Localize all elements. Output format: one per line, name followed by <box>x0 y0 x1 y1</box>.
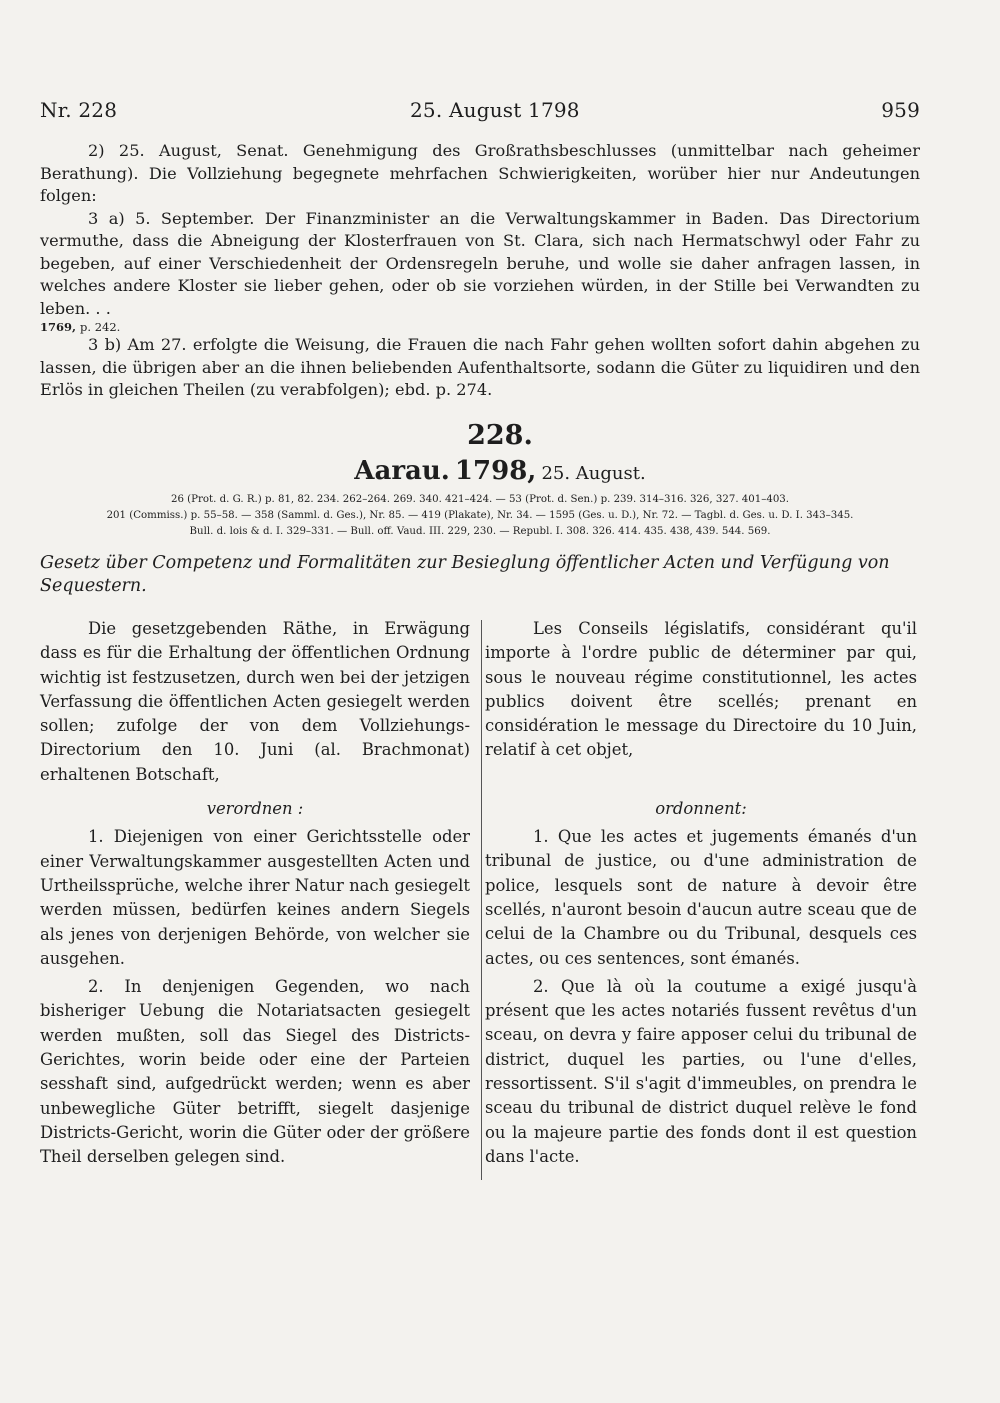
french-article-2: 2. Que là où la coutume a exigé jusqu'à présent que les actes notariés fussent revêtus d'un sceau, on devra y faire apposer celui du tribunal de district, duquel les parties, ou l'une d'elles, ressortissent. S'il s'agit d'immeubles, on prendra le sceau du tribunal de district duquel relève le fond ou la majeure partie des fonds dont il est question dans l'acte. <box>485 976 917 1166</box>
reference-number: 1769, <box>40 320 77 334</box>
reference-page: p. 242. <box>80 320 121 334</box>
french-decree: ordonnent: <box>655 798 747 818</box>
german-article-2: 2. In denjenigen Gegenden, wo nach bisheriger Uebung die Notariatsacten gesiegelt werden mußten, soll das Siegel des Districts-Gerichtes, worin beide oder eine der Parteien sesshaft sind, aufgedrückt werden; wenn es aber unbewegliche Güter betrifft, siegelt dasjenige Districts-Gericht, worin die Güter oder der größere Theil derselben gelegen sind. <box>40 977 470 1167</box>
source-references <box>40 492 920 540</box>
german-preamble: Die gesetzgebenden Räthe, in Erwägung dass es für die Erhaltung der öffentlichen Ordnung wichtig ist festzusetzen, durch wen bei der jetzigen Verfassung die öffentlichen Acten gesiegelt werden sollen; zufolge der von dem Vollziehungs-Directorium den 10. Juni (al. Brachmonat) erhaltenen Botschaft, <box>40 619 470 784</box>
source-line-1: 26 (Prot. d. G. R.) p. 81, 82. 234. 262–264. 269. 340. 421–424. — 53 (Prot. d. Sen.) p. 239. 314–316. 326, 327. 401–403. <box>170 494 790 505</box>
document-number: 228. <box>467 420 533 451</box>
document-place: Aarau. <box>354 456 450 486</box>
page-number: 959 <box>881 98 920 122</box>
french-article-1: 1. Que les actes et jugements émanés d'un tribunal de justice, ou d'une administration de police, lesquels sont de nature à devoir être scellés, n'auront besoin d'aucun autre sceau que de celui de la Chambre ou du Tribunal, desquels ces actes, ou ces sentences, sont émanés. <box>485 827 917 968</box>
document-place-date <box>0 456 1000 486</box>
german-decree: verordnen : <box>206 799 304 819</box>
document-date: 25. August. <box>541 463 646 484</box>
intro-notes <box>40 140 920 402</box>
source-line-3: Bull. d. lois & d. I. 329–331. — Bull. off. Vaud. III. 229, 230. — Republ. I. 308. 326. 414. 435. 438, 439. 544. 569. <box>189 526 771 537</box>
document-year: 1798, <box>454 456 537 486</box>
french-preamble: Les Conseils législatifs, considérant qu'il importe à l'ordre public de déterminer par qui, sous le nouveau régime constitutionnel, les actes publics doivent être scellés; prenant en considération le message du Directoire du 10 Juin, relatif à cet objet, <box>485 619 917 760</box>
source-line-2: 201 (Commiss.) p. 55–58. — 358 (Samml. d. Ges.), Nr. 85. — 419 (Plakate), Nr. 34. — 1595 (Ges. u. D.), Nr. 72. — Tagbl. d. Ges. u. D. I. 343–345. <box>106 510 854 521</box>
intro-reference <box>40 320 920 334</box>
french-column <box>485 617 917 1169</box>
german-article-1: 1. Diejenigen von einer Gerichtsstelle oder einer Verwaltungskammer ausgestellten Acten und Urtheilssprüche, welche ihrer Natur nach gesiegelt werden müssen, bedürfen keines andern Siegels als jenes von derjenigen Behörde, von welcher sie ausgehen. <box>40 827 470 968</box>
header-date: 25. August 1798 <box>410 98 580 122</box>
intro-paragraph-1: 2) 25. August, Senat. Genehmigung des Großrathsbeschlusses (unmittelbar nach geheimer Berathung). Die Vollziehung begegnete mehrfachen Schwierigkeiten, worüber hier nur Andeutungen folgen: <box>40 141 920 205</box>
intro-paragraph-2: 3 a) 5. September. Der Finanzminister an die Verwaltungskammer in Baden. Das Directorium vermuthe, dass die Abneigung der Klosterfrauen von St. Clara, sich nach Hermatschwyl oder Fahr zu begeben, auf einer Verschiedenheit der Ordensregeln beruhe, und wolle sie daher anfragen lassen, in welches andere Kloster sie lieber gehen, oder ob sie vorziehen würden, in der Stille bei Verwandten zu leben. . . <box>40 208 920 318</box>
law-title: Gesetz über Competenz und Formalitäten zur Besieglung öffentlicher Acten und Verfügung von Sequestern. <box>40 553 890 596</box>
column-divider <box>481 620 482 1180</box>
header-document-number: Nr. 228 <box>40 98 118 122</box>
intro-paragraph-3: 3 b) Am 27. erfolgte die Weisung, die Frauen die nach Fahr gehen wollten sofort dahin abgehen zu lassen, die übrigen aber an die ihnen beliebenden Aufenthaltsorte, sodann die Güter zu liquidiren und den Erlös in gleichen Theilen (zu verabfolgen); ebd. p. 274. <box>40 335 920 399</box>
german-column <box>40 617 470 1170</box>
